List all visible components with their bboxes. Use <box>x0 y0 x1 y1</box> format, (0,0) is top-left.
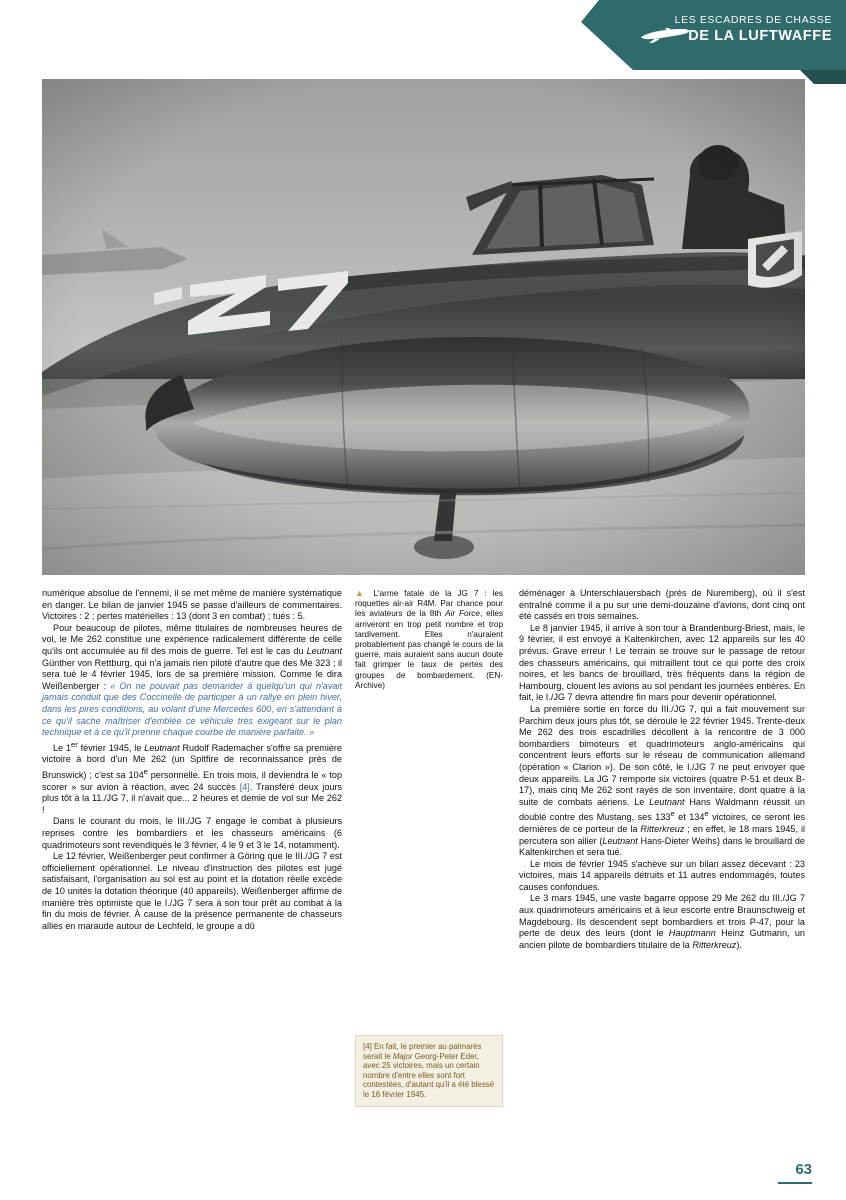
header-title-line1: LES ESCADRES DE CHASSE <box>674 14 832 26</box>
column-right <box>519 588 805 951</box>
column-left <box>42 588 342 932</box>
page-number: 63 <box>795 1161 812 1178</box>
paragraph: Le mois de février 1945 s'achève sur un bilan assez décevant : 23 victoires, mais 14 appareils détruits et 11 autres endommagés, toutes causes confondues. <box>519 858 805 892</box>
paragraph: La première sortie en force du III./JG 7, qui a fait mouvement sur Parchim deux jours plus tôt, se déroule le 22 février 1945. Trente-deux Me 262 des trois escadrilles décollent à la rencontre de 3 000 bombardiers bimoteurs et quadrimoteurs anglo-américains qui concentrent leurs efforts sur le réseau de communication allemand (opération « Clarion »). De son côté, le I./JG 7 ne peut envoyer que deux appareils. La JG 7 remporte six victoires (quatre P-51 et deux B-17), mais cinq Me 262 sont rayés de son inventaire, dont quatre à la suite de combats aériens. Le Leutnant Hans Waldmann réussit un doublé contre des Mustang, ses 133e et 134e victoires, ce seront les dernières de ce porteur de la Ritterkreuz ; en effet, le 18 mars 1945, il percutera son ailier (Leutnant Hans-Dieter Weihs) dans le brouillard de Kaltenkirchen et sera tué. <box>519 703 805 858</box>
paragraph: Pour beaucoup de pilotes, même titulaires de nombreuses heures de vol, le Me 262 constitue une expérience radicalement différente de celle qu'ils ont accumulée au fil des mois de guerre. Tel est le cas du Leutnant Günther von Rettburg, qui n'a jamais rien piloté d'autre que des Me 323 ; il sera tué le 4 février 1945, lors de sa première mission. Comme le dira Weißenberger : « On ne pouvait pas demander à quelqu'un qui n'avait jamais conduit que des Coccinelle de participer à un rallye en plein hiver, dans les pires conditions, au volant d'une Mercedes 600, en s'attendant à ce qu'il sache maîtriser d'emblée ce véhicule très exigeant sur le plan technique et à ce qu'il prenne chaque courbe de manière parfaite. » <box>42 622 342 738</box>
caption-marker-icon: ▲ <box>355 588 368 598</box>
paragraph: Dans le courant du mois, le III./JG 7 engage le combat à plusieurs reprises contre les bombardiers et les chasseurs américains (6 quadrimoteurs sont revendiqués le 3 février, 4 le 9 et 3 le 14, notamment). <box>42 816 342 850</box>
chapter-header-tab <box>581 0 846 70</box>
me-262-fuselage-photo <box>42 79 805 575</box>
paragraph: déménager à Unterschlauersbach (près de Nuremberg), où il s'est entraîné comme il a pu sur une demi-douzaine d'avions, dont cinq ont été cassés en trois semaines. <box>519 588 805 622</box>
header-tab-fold <box>800 70 846 84</box>
photo-caption: ▲ L'arme fatale de la JG 7 : les roquettes air-air R4M. Par chance pour les aviateurs de la 8th Air Force, elles arriveront en trop petit nombre et trop tardivement. Elles n'auraient probablement pas changé le cours de la guerre, mais auraient sans aucun doute fait grimper le taux de pertes des groupes de bombardement. (EN-Archive) <box>355 588 503 690</box>
article-body <box>42 588 805 1158</box>
column-middle <box>355 588 503 691</box>
paragraph: Le 12 février, Weißenberger peut confirmer à Göring que le III./JG 7 est officiellement opérationnel. Le niveau d'instruction des pilotes est jugé satisfaisant, l'organisation au sol est au point et la dotation réelle excède de 10 unités la dotation théorique (40 appareils). Weißenberger affirme de manière très optimiste que le I./JG 7 sera à son tour prêt au combat à la fin du mois de février. À cause de la présence permanente de chasseurs alliés en maraude autour de Lechfeld, le groupe a dû <box>42 851 342 931</box>
paragraph: Le 3 mars 1945, une vaste bagarre oppose 29 Me 262 du III./JG 7 aux quadrimoteurs américains et à leur escorte entre Braunschweig et Magdebourg. Ils descendent sept bombardiers et trois P-47, pour la perte de deux des leurs (dont le Hauptmann Heinz Gutmann, un ancien pilote de bombardiers titulaire de la Ritterkreuz). <box>519 893 805 950</box>
paragraph: Le 8 janvier 1945, il arrive à son tour à Brandenburg-Briest, mais, le 9 février, il est envoyé à Kaltenkirchen, avec 12 appareils sur les 40 prévus. Grave erreur ! Le terrain se trouve sur le passage de retour des chasseurs américains, qui mitraillent tout ce qui porte des croix noires, et les bancs de brouillard, très fréquents dans la région de Hambourg, clouent les avions au sol pendant les journées entières. En fait, le I./JG 7 devra attendre fin mars pour devenir opérationnel. <box>519 622 805 703</box>
paragraph: numérique absolue de l'ennemi, il se met même de manière systématique en danger. Le bilan de janvier 1945 se passe d'ailleurs de commentaires. Victoires : 2 ; pertes matérielles : 13 (dont 3 en combat) ; tués : 5. <box>42 588 342 622</box>
header-tab-text <box>657 14 832 45</box>
page-number-rule <box>778 1182 812 1184</box>
footnote-box <box>355 1035 503 1107</box>
header-title-line2: DE LA LUFTWAFFE <box>688 28 832 45</box>
paragraph: Le 1er février 1945, le Leutnant Rudolf Rademacher s'offre sa première victoire à bord d'un Me 262 (un Spitfire de reconnaissance près de Brunswick) ; c'est sa 104e personnelle. En trois mois, il deviendra le « top scorer » sur avion à réaction, avec 24 succès [4]. Transféré deux jours plus tôt à la 11./JG 7, il n'avait que... 2 heures et demie de vol sur Me 262 ! <box>42 739 343 815</box>
footnote-text: [4] En fait, le premier au palmarès serait le Major Georg-Peter Eder, avec 25 victoires, mais un certain nombre d'entre elles sont fort contestées, d'autant qu'il a été blessé le 16 février 1945. <box>363 1042 495 1099</box>
